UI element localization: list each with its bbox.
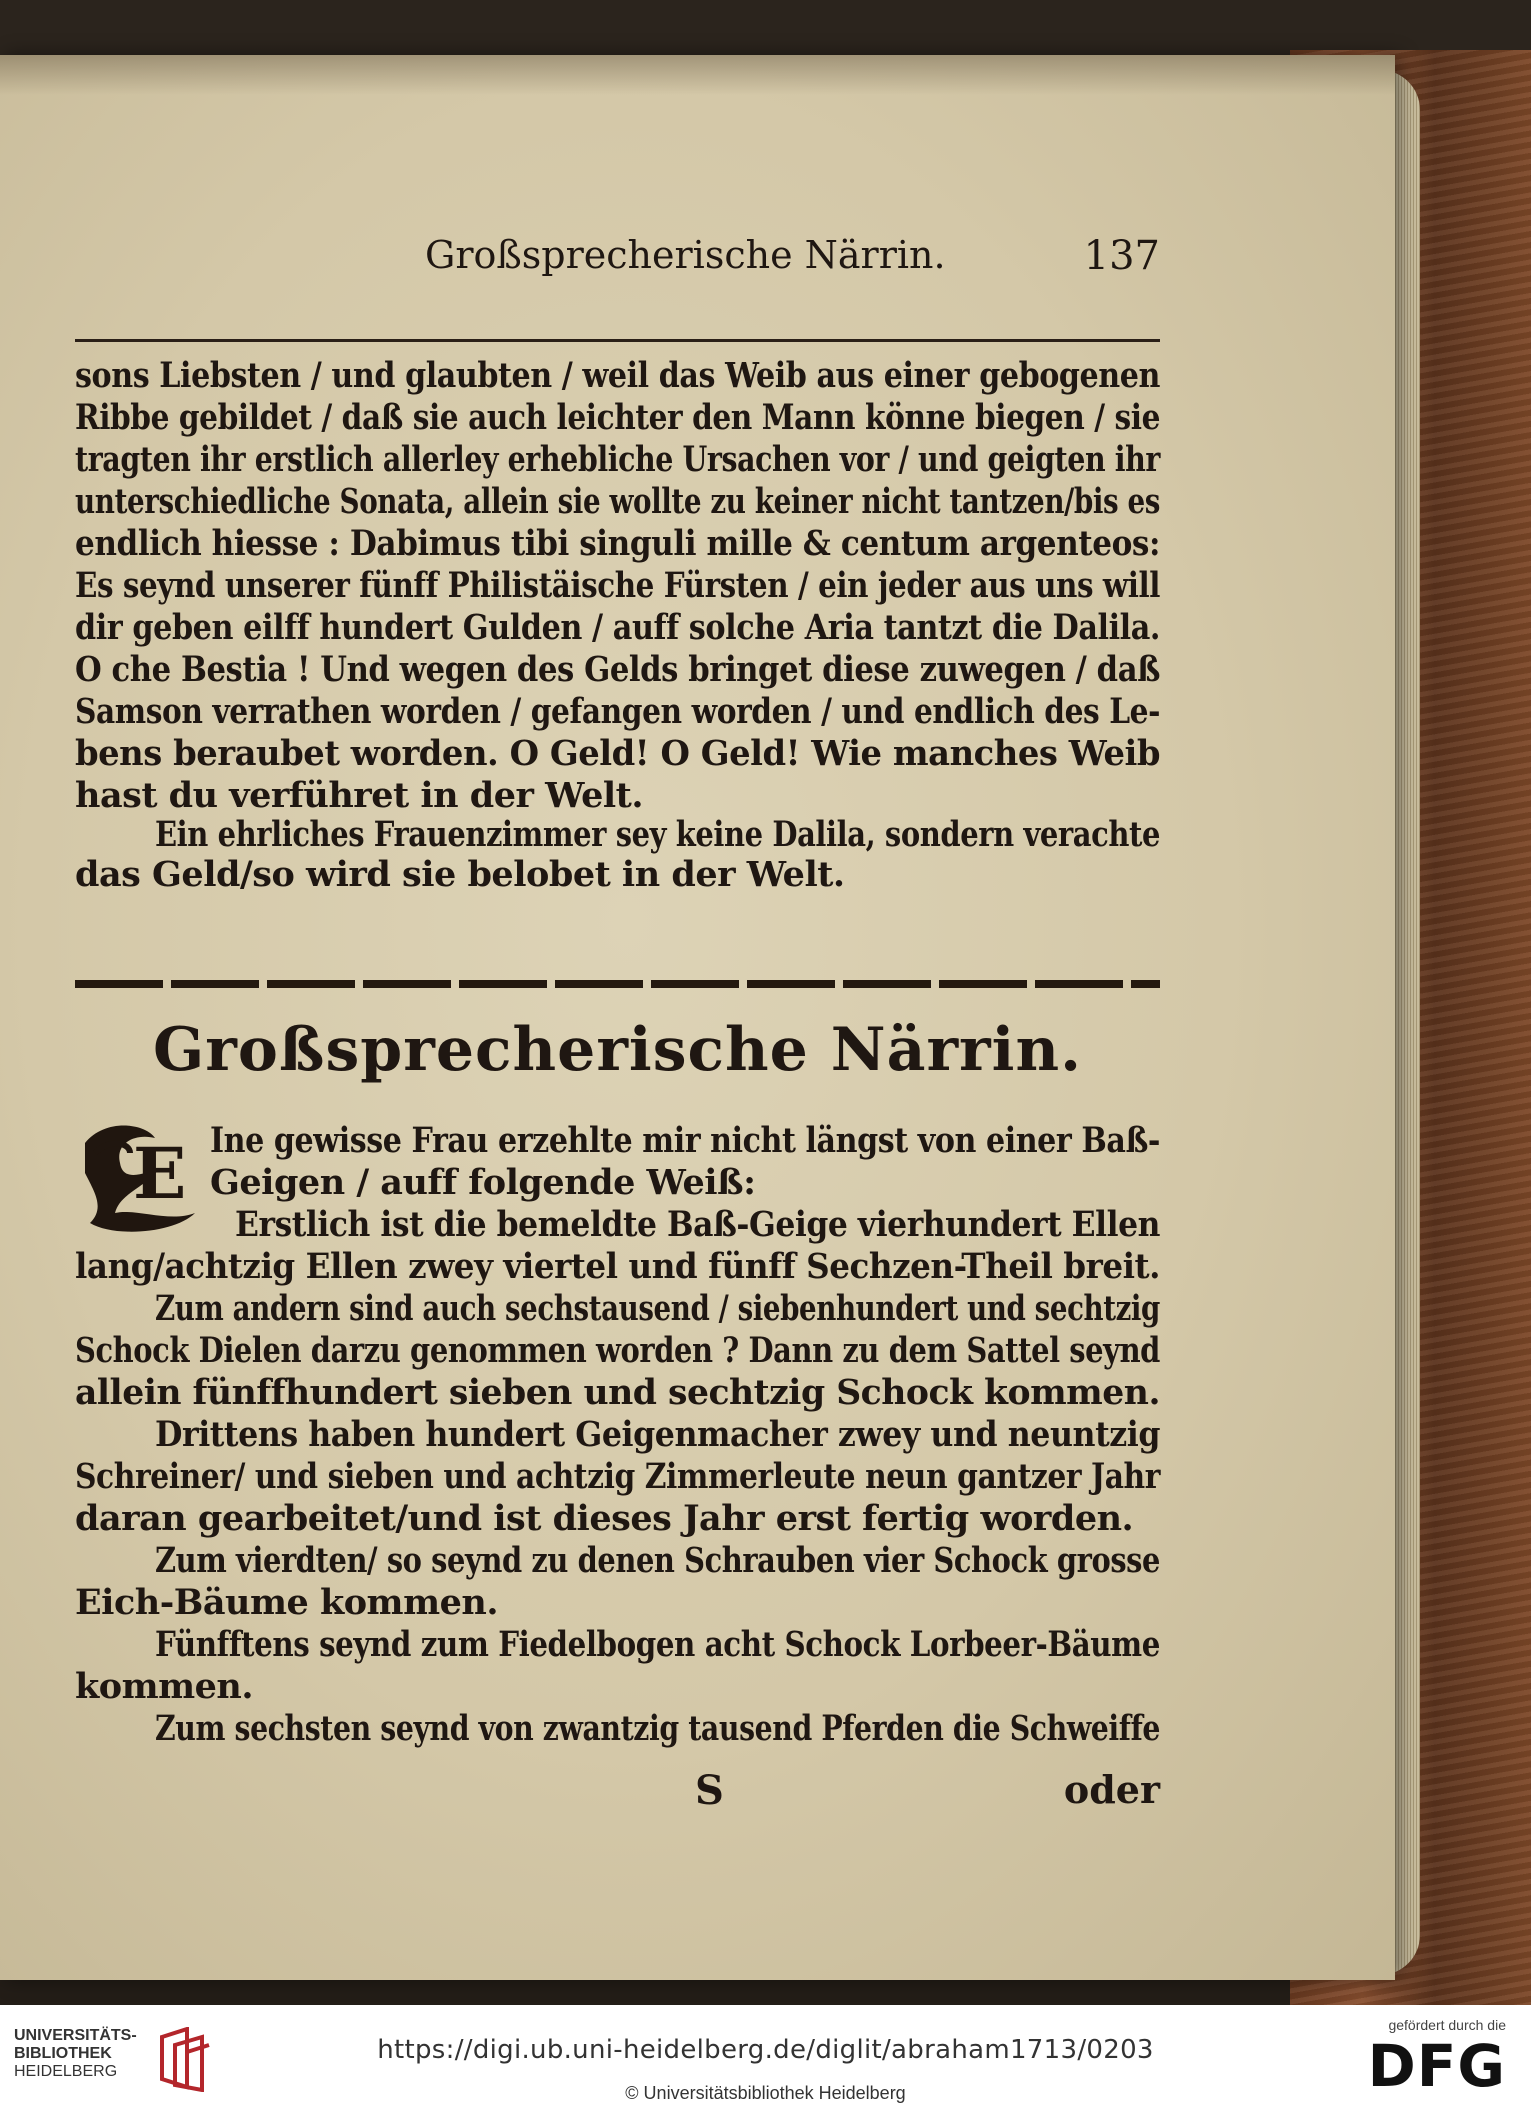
text-line: endlich hiesse : Dabimus tibi singuli mille & centum argenteos: [75,523,1160,564]
text-line: Drittens haben hundert Geigenmacher zwey und neuntzig [155,1414,1160,1455]
page-number: 137 [1083,233,1160,279]
signature-mark: S [695,1767,724,1814]
text-line: Geigen / auff folgende Weiß: [210,1162,756,1203]
text-line: Zum vierdten/ so seynd zu denen Schrauben vier Schock grosse [155,1540,1160,1581]
svg-text:E: E [133,1132,187,1215]
text-line: dir geben eilff hundert Gulden / auff solche Aria tantzt die Dalila. [75,607,1160,648]
text-line: Schock Dielen darzu genommen worden ? Dann zu dem Sattel seynd [75,1330,1160,1371]
text-line: lang/achtzig Ellen zwey viertel und fünff Sechzen-Theil breit. [75,1246,1160,1287]
text-line: tragten ihr erstlich allerley erhebliche Ursachen vor / und geigten ihr [75,439,1160,480]
head-rule [75,339,1160,342]
text-block-2 [75,815,1160,895]
text-line: Ribbe gebildet / daß sie auch leichter den Mann könne biegen / sie [75,397,1160,438]
funded-by-text: gefördert durch die [1388,2017,1506,2033]
document-url-link[interactable]: https://digi.ub.uni-heidelberg.de/diglit/abraham1713/0203 [377,2035,1154,2065]
footer-bar [0,2005,1531,2119]
text-line: bens beraubet worden. O Geld! O Geld! Wie manches Weib [75,733,1160,774]
section-heading: Großsprecherische Närrin. [153,1015,1082,1085]
text-line: sons Liebsten / und glaubten / weil das Weib aus einer gebogenen [75,355,1160,396]
text-line: daran gearbeitet/und ist dieses Jahr erst fertig worden. [75,1498,1134,1539]
text-line: Zum andern sind auch sechstausend / siebenhundert und sechtzig [155,1288,1160,1329]
text-line: Ein ehrliches Frauenzimmer sey keine Dalila, sondern verachte [155,814,1160,855]
dfg-logo[interactable] [1356,2017,1506,2112]
text-line: Fünfftens seynd zum Fiedelbogen acht Schock Lorbeer-Bäume [155,1624,1160,1665]
text-line: Samson verrathen worden / gefangen worden / und endlich des Le- [75,691,1160,732]
text-line: Erstlich ist die bemeldte Baß-Geige vierhundert Ellen [235,1204,1160,1245]
text-line: Zum sechsten seynd von zwantzig tausend Pferden die Schweiffe [155,1708,1160,1749]
text-block-1 [75,355,1160,817]
dfg-wordmark: DFG [1367,2032,1506,2100]
library-name-line-2: BIBLIOTHEK [14,2045,112,2062]
library-name-line-1: UNIVERSITÄTS- [14,2027,137,2044]
text-line: kommen. [75,1666,254,1707]
running-head [75,233,1160,283]
text-line: unterschiedliche Sonata, allein sie wollte zu keiner nicht tantzen/bis es [75,481,1160,522]
text-line: Eich-Bäume kommen. [75,1582,499,1623]
text-line: Ine gewisse Frau erzehlte mir nicht längst von einer Baß- [210,1120,1160,1161]
text-line: das Geld/so wird sie belobet in der Welt. [75,854,845,895]
copyright-notice: © Universitätsbibliothek Heidelberg [625,2083,906,2103]
running-title: Großsprecherische Närrin. [425,233,946,277]
text-line: hast du verführet in der Welt. [75,775,644,816]
ornament-rule [75,980,1160,988]
library-name-line-3: HEIDELBERG [14,2063,118,2080]
text-line: Schreiner/ und sieben und achtzig Zimmerleute neun gantzer Jahr [75,1456,1160,1497]
text-block-3 [75,1120,1160,1750]
book-page [0,55,1395,1980]
catchword: oder [1063,1767,1160,1812]
text-line: Es seynd unserer fünff Philistäische Fürsten / ein jeder aus uns will [75,565,1160,606]
text-line: O che Bestia ! Und wegen des Gelds bringet diese zuwegen / daß [75,649,1160,690]
text-line: allein fünffhundert sieben und sechtzig Schock kommen. [75,1372,1160,1413]
